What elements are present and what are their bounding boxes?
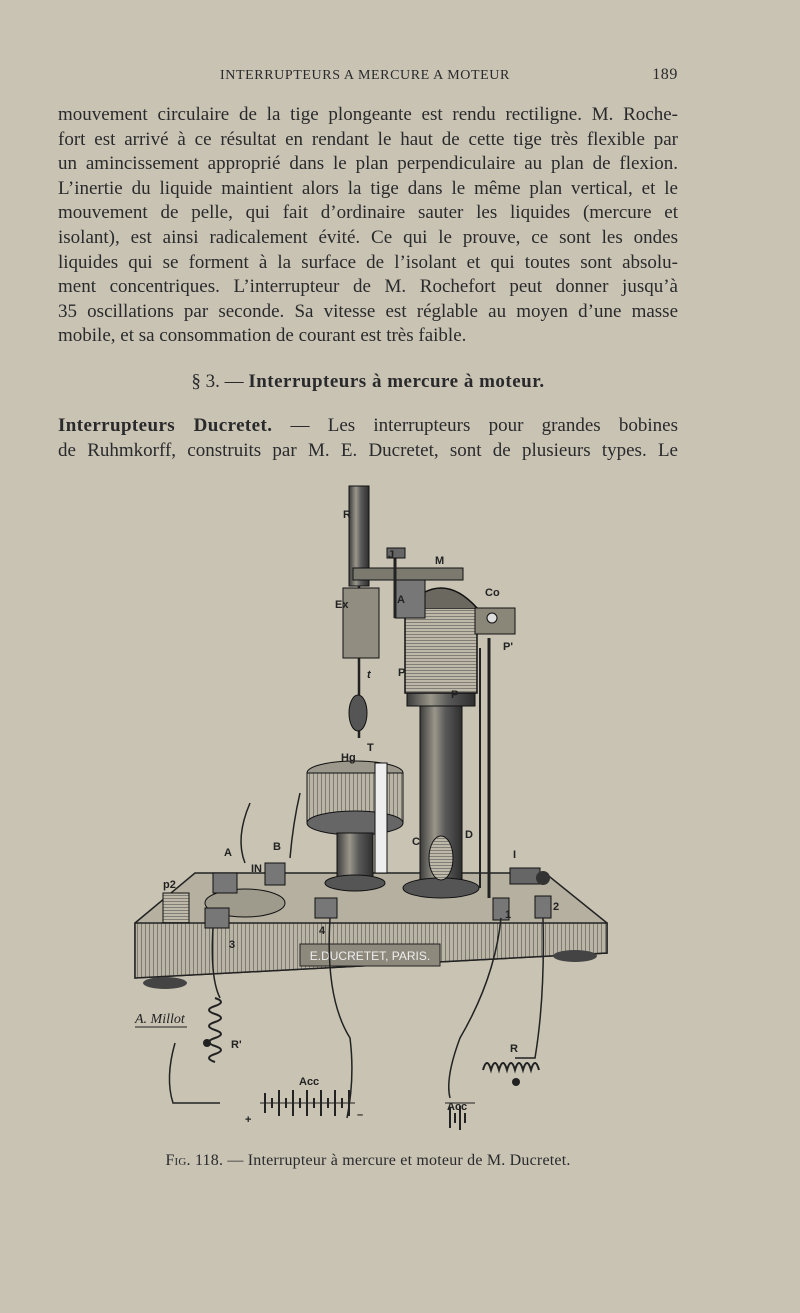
running-head bbox=[58, 66, 678, 88]
label-t: t bbox=[367, 669, 371, 681]
label-P-lower: P bbox=[451, 689, 459, 701]
label-Co: Co bbox=[485, 587, 500, 599]
label-P-prime: P' bbox=[503, 641, 513, 653]
electromagnet-coil bbox=[395, 578, 477, 693]
section-title: Interrupteurs à mercure à moteur. bbox=[248, 371, 545, 392]
text-run: — Les interrupteurs pour grandes bobines bbox=[272, 415, 678, 436]
flywheel bbox=[429, 836, 453, 880]
resistance-coil-right bbox=[483, 1063, 539, 1086]
label-plus: + bbox=[245, 1114, 252, 1126]
running-title: INTERRUPTEURS A MERCURE A MOTEUR bbox=[220, 68, 510, 83]
label-Acc-right: Acc bbox=[447, 1101, 468, 1113]
label-M: M bbox=[435, 555, 445, 567]
battery-left bbox=[260, 1090, 355, 1116]
label-A-top: A bbox=[397, 594, 405, 606]
label-T: T bbox=[367, 742, 374, 754]
label-p2: p2 bbox=[163, 879, 176, 891]
label-C: C bbox=[412, 836, 420, 848]
resistance-coil-left bbox=[203, 998, 221, 1062]
text-line: mouvement circulaire de la tige plongeante est rendu rectiligne. M. Roche- bbox=[58, 104, 678, 125]
interrupter-engraving bbox=[125, 478, 615, 1138]
label-R-prime: R' bbox=[231, 1039, 242, 1051]
text-line: isolant), est ainsi radicalement évité. Ce qui le prouve, ce sont les ondes bbox=[58, 226, 678, 248]
label-Ex: Ex bbox=[335, 599, 349, 611]
page-number: 189 bbox=[652, 66, 678, 83]
text-line: fort est arrivé à ce résultat en rendant le haut de cette tige très flexible par bbox=[58, 128, 678, 150]
text-line: L’inertie du liquide maintient alors la tige dans le même plan vertical, et le bbox=[58, 177, 678, 199]
label-Acc-left: Acc bbox=[299, 1076, 320, 1088]
text-line: liquides qui se forment à la surface de l’isolant et qui toutes sont absolu- bbox=[58, 251, 678, 273]
label-P-upper: P bbox=[398, 667, 406, 679]
label-4: 4 bbox=[319, 925, 326, 937]
maker-plate-text: E.DUCRETET, PARIS. bbox=[309, 949, 431, 963]
text-line: mobile, et sa consommation de courant est très faible. bbox=[58, 325, 467, 347]
figure-number: Fig. 118. bbox=[165, 1152, 224, 1169]
text-line: mouvement de pelle, qui fait d’ordinaire sauter les liquides (mercure et bbox=[58, 202, 678, 224]
paragraph-1 bbox=[58, 103, 678, 349]
label-R-right: R bbox=[510, 1043, 518, 1055]
mercury-vessel bbox=[307, 761, 403, 891]
paragraph-2 bbox=[58, 414, 678, 463]
label-R: R bbox=[343, 509, 351, 521]
text-line: de Ruhmkorff, construits par M. E. Ducretet, sont de plusieurs types. Le bbox=[58, 439, 678, 461]
text-line: un amincissement approprié dans le plan perpendiculaire au plan de flexion. bbox=[58, 153, 678, 175]
text-line bbox=[58, 414, 678, 439]
label-3: 3 bbox=[229, 939, 236, 951]
section-number: § 3. — bbox=[191, 371, 244, 392]
label-I: I bbox=[513, 849, 517, 861]
engraver-signature: A. Millot bbox=[135, 1012, 185, 1027]
label-D: D bbox=[465, 829, 473, 841]
text-line: ment concentriques. L’interrupteur de M. Rochefort peut donner jusqu’à bbox=[58, 276, 678, 298]
label-2: 2 bbox=[553, 901, 560, 913]
label-A: A bbox=[224, 847, 232, 859]
section-heading bbox=[58, 371, 678, 393]
text-line: 35 oscillations par seconde. Sa vitesse est réglable au moyen d’une masse bbox=[58, 300, 678, 322]
figure-interrupter-illustration bbox=[125, 478, 615, 1138]
label-B: B bbox=[273, 841, 281, 853]
label-IN: IN bbox=[251, 863, 262, 875]
label-J: J bbox=[388, 549, 395, 561]
run-in-heading: Interrupteurs Ducretet. bbox=[58, 415, 273, 436]
label-1: 1 bbox=[505, 909, 512, 921]
caption-text: — Interrupteur à mercure et moteur de M. Ducretet. bbox=[223, 1152, 571, 1169]
label-minus: – bbox=[357, 1109, 364, 1121]
figure-caption bbox=[58, 1152, 678, 1170]
base-plate bbox=[135, 873, 607, 989]
label-Hg: Hg bbox=[341, 752, 356, 764]
